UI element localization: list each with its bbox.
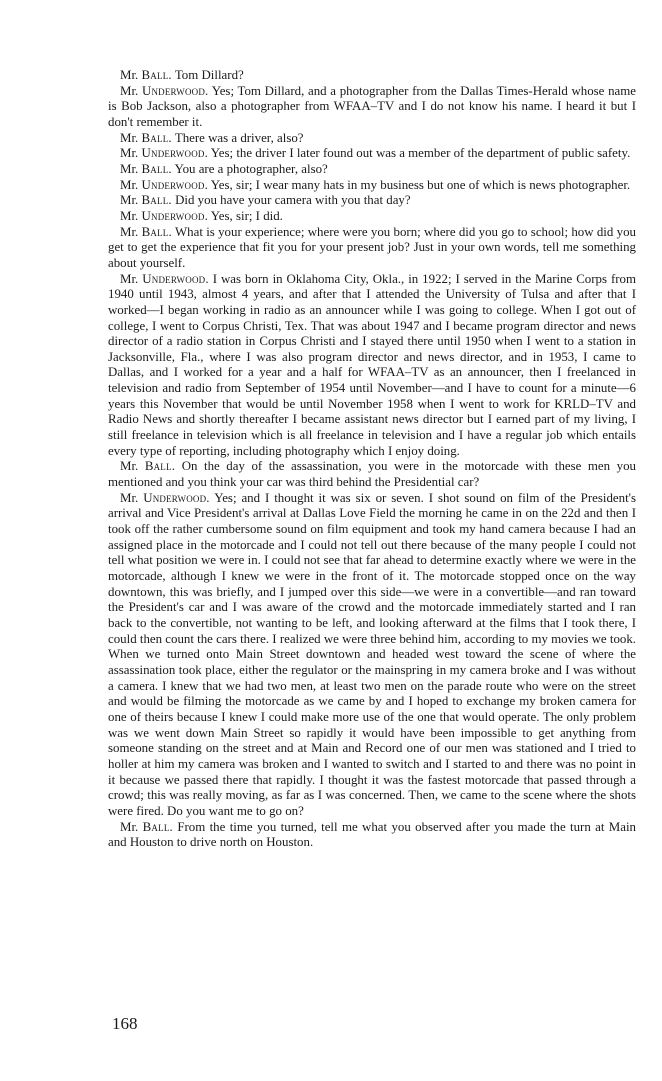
speaker-title: Mr. bbox=[120, 161, 139, 176]
speaker-title: Mr. bbox=[120, 208, 139, 223]
paragraph-text: You are a photographer, also? bbox=[174, 161, 328, 176]
document-body bbox=[108, 68, 636, 851]
testimony-paragraph bbox=[108, 68, 636, 84]
speaker-name: Ball. bbox=[142, 819, 173, 834]
speaker-name: Underwood. bbox=[141, 208, 209, 223]
speaker-title: Mr. bbox=[120, 146, 139, 161]
paragraph-text: Yes; and I thought it was six or seven. I shot sound on film of the President's arrival and Vice President's arrival at Dallas Love Field the morning he came in on the 22d and then I took off the rather cumbersome sound on film equipment and took my hand camera because I had an assigned place in the motorcade and I could not tell out there because of the many people I could not tell what position we were in. I could not see that far ahead to determine exactly where we were in the motorcade, although I knew we were in the front of it. The motorcade stopped once on the way downtown, this was briefly, and I jumped over this side—we were in a convertible—and ran toward the President's car and I was aware of the crowd and the motorcade immediately started and I ran back to the convertible, not wanting to be left, and looking afterward at the films that I took there, I could then count the cars there. I realized we were three behind him, according to my movies we took. When we turned onto Main Street downtown and headed west toward the scene of where the assassination took place, either the regulator or the mainspring in my camera broke and I was without a camera. I knew that we had two men, at least two men on the parade route who were on the street and would be filming the motorcade as we came by and I hoped to exchange my broken camera for one of theirs because I knew I could make more use of the one that would operate. The only problem was we went down Main Street so rapidly it would have been impossible to get anything from someone standing on the street and at Main and Record one of our men was stationed and I tried to holler at him my camera was broken and I wanted to switch and I started to and there was no point in it because we passed there that rapidly. I thought it was the fastest motorcade that passed through a crowd; this was really moving, as far as I was concerned. Then, we came to the scene where the shots were fired. Do you want me to go on? bbox=[108, 490, 636, 818]
paragraph-text: Yes, sir; I wear many hats in my business but one of which is news photographer. bbox=[210, 177, 631, 192]
paragraph-text: On the day of the assassination, you were in the motorcade with these men you mentioned and you think your car was third behind the Presidential car? bbox=[108, 459, 636, 490]
testimony-paragraph bbox=[108, 225, 636, 272]
testimony-paragraph bbox=[108, 272, 636, 460]
speaker-name: Underwood. bbox=[141, 177, 209, 192]
testimony-paragraph bbox=[108, 193, 636, 209]
testimony-paragraph bbox=[108, 131, 636, 147]
paragraph-text: There was a driver, also? bbox=[174, 130, 304, 145]
paragraph-text: What is your experience; where were you born; where did you go to school; how did you get to get the experience that fit you for your present job? Just in your own words, tell me something about yourself. bbox=[108, 224, 636, 270]
speaker-title: Mr. bbox=[120, 83, 139, 98]
speaker-title: Mr. bbox=[120, 819, 139, 834]
speaker-name: Ball. bbox=[141, 224, 172, 239]
paragraph-text: Yes, sir; I did. bbox=[210, 208, 283, 223]
paragraph-text: Tom Dillard? bbox=[174, 68, 244, 82]
speaker-name: Underwood. bbox=[141, 83, 209, 98]
testimony-paragraph bbox=[108, 491, 636, 820]
testimony-paragraph bbox=[108, 84, 636, 131]
speaker-title: Mr. bbox=[120, 271, 139, 286]
paragraph-text: Did you have your camera with you that day? bbox=[175, 193, 411, 208]
speaker-name: Ball. bbox=[141, 161, 172, 176]
paragraph-text: Yes; Tom Dillard, and a photographer from the Dallas Times-Herald whose name is Bob Jackson, also a photographer from WFAA–TV and I do not know his name. I heard it but I don't remember it. bbox=[108, 83, 636, 129]
testimony-paragraph bbox=[108, 146, 636, 162]
speaker-name: Underwood. bbox=[142, 271, 209, 286]
speaker-title: Mr. bbox=[120, 490, 139, 505]
testimony-paragraph bbox=[108, 209, 636, 225]
testimony-paragraph bbox=[108, 178, 636, 194]
paragraph-text: From the time you turned, tell me what you observed after you made the turn at Main and Houston to drive north on Houston. bbox=[108, 819, 636, 850]
speaker-title: Mr. bbox=[120, 224, 139, 239]
speaker-name: Underwood. bbox=[143, 490, 210, 505]
speaker-title: Mr. bbox=[120, 177, 139, 192]
testimony-paragraph bbox=[108, 459, 636, 490]
paragraph-text: I was born in Oklahoma City, Okla., in 1922; I served in the Marine Corps from 1940 until 1943, almost 4 years, and after that I attended the University of Tulsa and after that I worked—I began working in radio as an announcer while I was going to college. When I got out of college, I went to Corpus Christi, Tex. That was about 1947 and I became program director and news director of a radio station in Corpus Christi and I stayed there until 1950 when I went to a station in Jacksonville, Fla., where I was also program director and news director, and in 1953, I came to Dallas, and I worked for a year and a half for WFAA–TV as an announcer, then I freelanced in television and radio from September of 1954 until November—and I have to count for a minute—6 years this November that would be until November 1958 when I went to work for KRLD–TV and Radio News and shortly thereafter I became assistant news director but I earned part of my living, I still freelance in television which is all freelance in television and I have a regular job which entails every type of reporting, including photography which I enjoy doing. bbox=[108, 271, 636, 458]
testimony-paragraph bbox=[108, 820, 636, 851]
speaker-title: Mr. bbox=[120, 193, 139, 208]
speaker-name: Underwood. bbox=[141, 146, 209, 161]
speaker-title: Mr. bbox=[120, 130, 139, 145]
page-number: 168 bbox=[112, 1014, 138, 1033]
speaker-name: Ball. bbox=[141, 193, 172, 208]
speaker-title: Mr. bbox=[120, 68, 139, 82]
speaker-name: Ball. bbox=[141, 68, 172, 82]
paragraph-text: Yes; the driver I later found out was a member of the department of public safety. bbox=[210, 146, 631, 161]
testimony-paragraph bbox=[108, 162, 636, 178]
speaker-name: Ball. bbox=[141, 130, 172, 145]
speaker-name: Ball. bbox=[144, 459, 176, 474]
speaker-title: Mr. bbox=[120, 459, 139, 474]
